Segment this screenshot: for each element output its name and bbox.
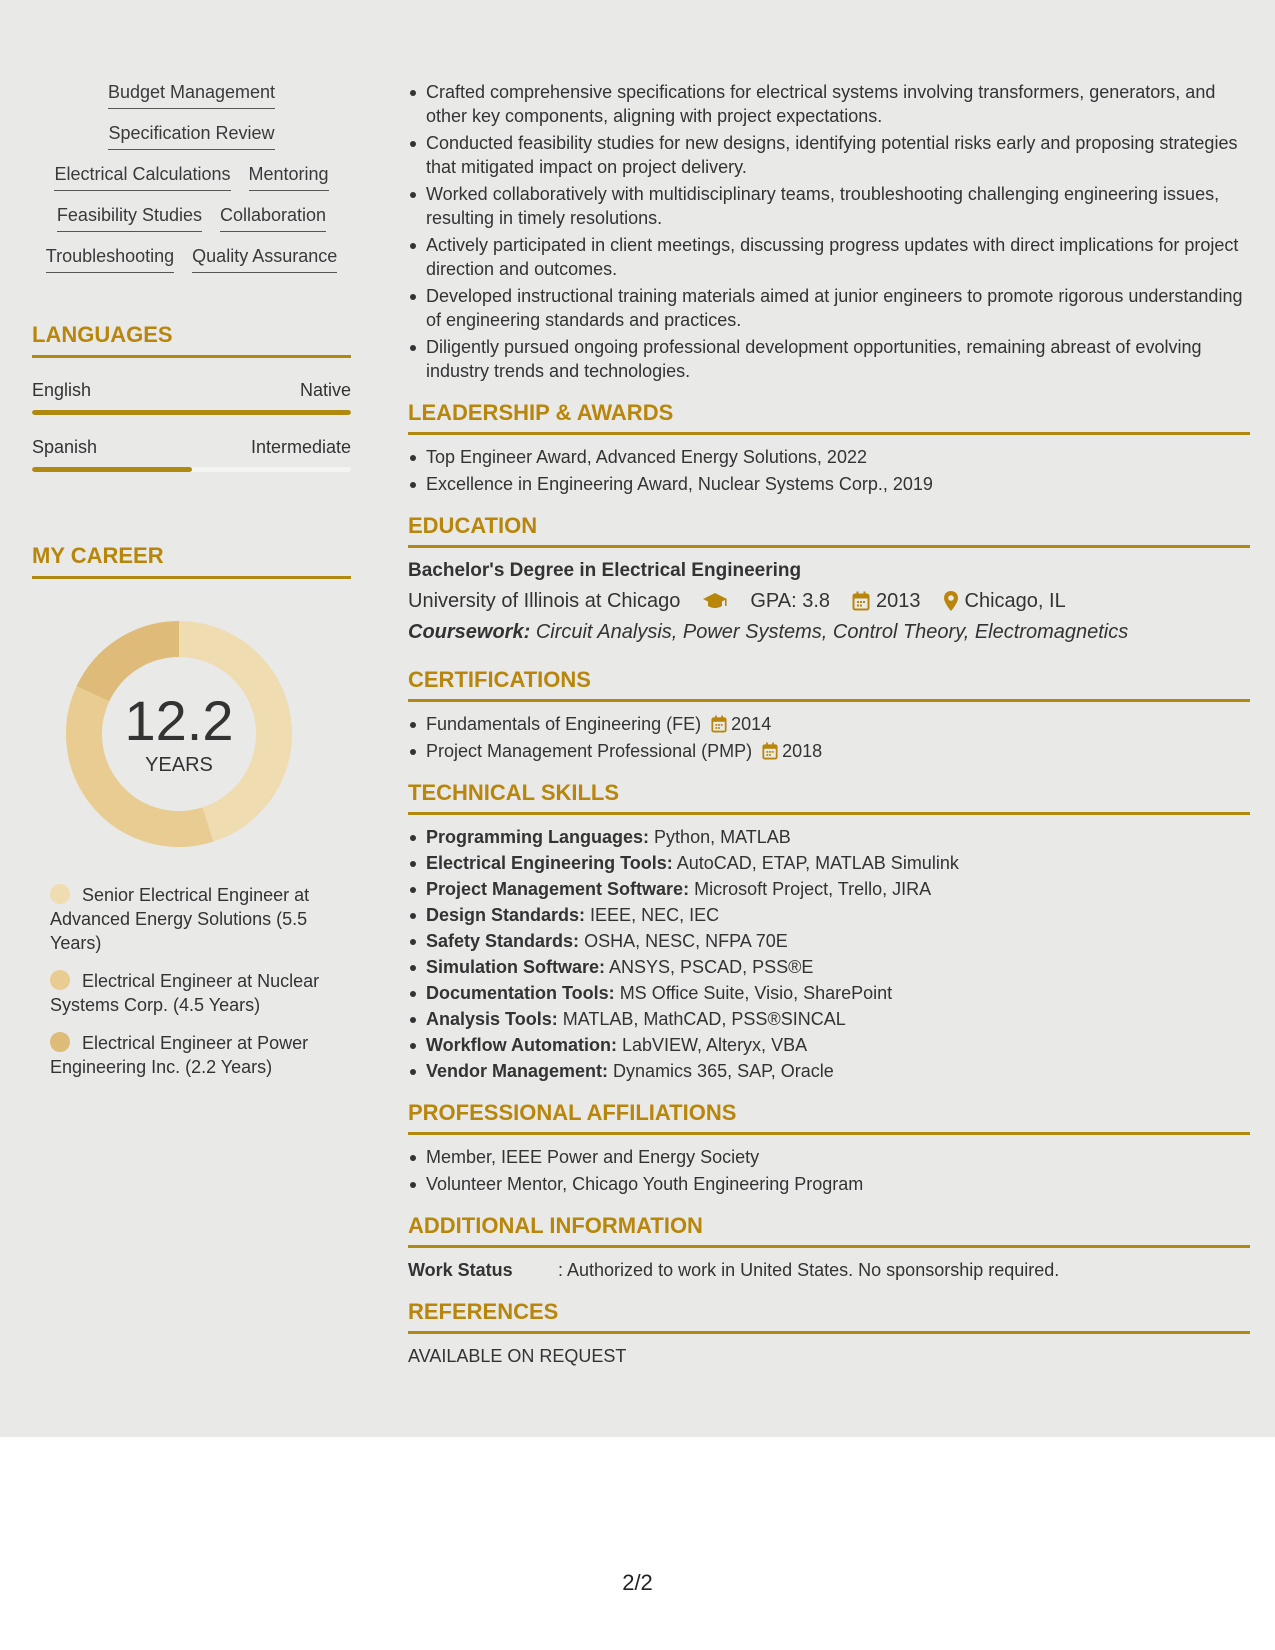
technical-skill-value: OSHA, NESC, NFPA 70E (584, 931, 788, 951)
technical-skill-label: Workflow Automation: (426, 1035, 617, 1055)
language-row (32, 378, 351, 402)
technical-skill-value: ANSYS, PSCAD, PSS®E (609, 957, 814, 977)
language-name: Spanish (32, 437, 98, 457)
skill-tag: Feasibility Studies (57, 203, 202, 232)
certifications-list (408, 712, 1250, 763)
certifications-heading: CERTIFICATIONS (408, 666, 1250, 702)
calendar-icon (762, 742, 778, 760)
skills-tags (32, 80, 351, 273)
technical-skill-item (408, 1059, 1250, 1083)
education-details (408, 587, 1250, 615)
coursework-label: Coursework: (408, 621, 531, 643)
right-column (408, 80, 1250, 1368)
language-level: Native (299, 380, 351, 400)
affiliation-item: Volunteer Mentor, Chicago Youth Engineering Program (408, 1172, 1250, 1196)
graduation-year: 2013 (876, 590, 921, 612)
award-item: Top Engineer Award, Advanced Energy Solutions, 2022 (408, 445, 1250, 469)
additional-info-heading: ADDITIONAL INFORMATION (408, 1212, 1250, 1248)
experience-bullet: Developed instructional training materials aimed at junior engineers to promote rigorous understanding of engineering standards and practices. (408, 284, 1250, 332)
left-column (32, 80, 351, 1093)
technical-skill-value: MS Office Suite, Visio, SharePoint (619, 983, 893, 1003)
technical-skill-item (408, 955, 1250, 979)
career-legend-item (50, 969, 320, 1017)
skill-tag: Mentoring (249, 162, 329, 191)
skill-tag: Budget Management (108, 80, 275, 109)
language-proficiency-bar (32, 410, 351, 415)
technical-skill-value: MATLAB, MathCAD, PSS®SINCAL (562, 1009, 846, 1029)
career-donut-chart (66, 621, 292, 847)
certification-item (408, 712, 1250, 736)
affiliations-list (408, 1145, 1250, 1196)
career-legend (50, 883, 320, 1079)
school-name: University of Illinois at Chicago (408, 590, 681, 612)
location-pin-icon (943, 590, 959, 612)
technical-skill-label: Simulation Software: (426, 957, 606, 977)
certification-name: Fundamentals of Engineering (FE) (426, 714, 702, 734)
awards-list (408, 445, 1250, 496)
skill-row (108, 121, 274, 150)
experience-bullet: Crafted comprehensive specifications for electrical systems involving transformers, generators, and other key components, aligning with project expectations. (408, 80, 1250, 128)
language-name: English (32, 380, 92, 400)
experience-bullet: Conducted feasibility studies for new designs, identifying potential risks early and proposing strategies that mitigated impact on project delivery. (408, 131, 1250, 179)
technical-skill-item (408, 903, 1250, 927)
languages-list (32, 378, 351, 472)
skill-row (57, 203, 326, 232)
experience-bullets (408, 80, 1250, 383)
references-text: AVAILABLE ON REQUEST (408, 1346, 627, 1366)
technical-skill-item (408, 981, 1250, 1005)
technical-skill-item (408, 929, 1250, 953)
technical-skill-value: Microsoft Project, Trello, JIRA (694, 879, 932, 899)
skill-tag: Electrical Calculations (54, 162, 230, 191)
page-number: 2/2 (622, 1570, 653, 1595)
certification-year: 2014 (731, 714, 772, 734)
affiliation-item: Member, IEEE Power and Energy Society (408, 1145, 1250, 1169)
career-legend-item (50, 1031, 320, 1079)
language-proficiency-fill (32, 410, 351, 415)
experience-bullet: Worked collaboratively with multidisciplinary teams, troubleshooting challenging engineering issues, resulting in timely resolutions. (408, 182, 1250, 230)
career-legend-label: Electrical Engineer at Nuclear Systems Corp. (4.5 Years) (50, 971, 320, 1015)
affiliations-heading: PROFESSIONAL AFFILIATIONS (408, 1099, 1250, 1135)
work-status-label: Work Status (408, 1260, 513, 1280)
technical-skill-label: Design Standards: (426, 905, 586, 925)
certification-name: Project Management Professional (PMP) (426, 741, 753, 761)
technical-skill-label: Project Management Software: (426, 879, 690, 899)
career-legend-item (50, 883, 320, 955)
technical-skill-value: Python, MATLAB (654, 827, 791, 847)
language-proficiency-fill (32, 467, 192, 472)
certification-item (408, 739, 1250, 763)
work-status-row (408, 1258, 1250, 1282)
technical-skill-item (408, 825, 1250, 849)
awards-heading: LEADERSHIP & AWARDS (408, 399, 1250, 435)
references-heading: REFERENCES (408, 1298, 1250, 1334)
calendar-icon (711, 715, 727, 733)
language-row (32, 435, 351, 459)
career-heading: MY CAREER (32, 542, 351, 579)
skill-tag: Troubleshooting (46, 244, 174, 273)
skill-tag: Quality Assurance (192, 244, 337, 273)
skill-tag: Collaboration (220, 203, 326, 232)
skill-tag: Specification Review (108, 121, 274, 150)
coursework (408, 618, 1250, 646)
coursework-list: Circuit Analysis, Power Systems, Control Theory, Electromagnetics (535, 621, 1129, 643)
award-item: Excellence in Engineering Award, Nuclear Systems Corp., 2019 (408, 472, 1250, 496)
career-legend-label: Electrical Engineer at Power Engineering Inc. (2.2 Years) (50, 1033, 309, 1077)
technical-skill-item (408, 877, 1250, 901)
graduation-cap-icon (702, 591, 728, 611)
degree-title: Bachelor's Degree in Electrical Engineering (408, 560, 802, 581)
technical-skill-item (408, 1033, 1250, 1057)
skill-row (108, 80, 275, 109)
language-proficiency-bar (32, 467, 351, 472)
technical-skill-label: Electrical Engineering Tools: (426, 853, 673, 873)
skill-row (54, 162, 328, 191)
calendar-icon (852, 591, 870, 611)
certification-year: 2018 (782, 741, 823, 761)
experience-bullet: Actively participated in client meetings, discussing progress updates with direct implications for project direction and outcomes. (408, 233, 1250, 281)
technical-skill-label: Vendor Management: (426, 1061, 609, 1081)
career-years-unit: YEARS (145, 754, 213, 776)
languages-heading: LANGUAGES (32, 321, 351, 358)
legend-dot (50, 970, 70, 990)
experience-bullet: Diligently pursued ongoing professional development opportunities, remaining abreast of evolving industry trends and technologies. (408, 335, 1250, 383)
legend-dot (50, 1032, 70, 1052)
technical-skill-value: LabVIEW, Alteryx, VBA (622, 1035, 808, 1055)
school-location: Chicago, IL (964, 590, 1066, 612)
gpa: GPA: 3.8 (750, 590, 831, 612)
work-status-value: : Authorized to work in United States. No sponsorship required. (558, 1260, 1060, 1280)
technical-skills-list (408, 825, 1250, 1083)
technical-skill-value: Dynamics 365, SAP, Oracle (613, 1061, 834, 1081)
technical-skill-item (408, 1007, 1250, 1031)
technical-skill-label: Programming Languages: (426, 827, 650, 847)
technical-skill-label: Documentation Tools: (426, 983, 615, 1003)
career-legend-label: Senior Electrical Engineer at Advanced Energy Solutions (5.5 Years) (50, 885, 310, 953)
language-level: Intermediate (250, 437, 351, 457)
education-heading: EDUCATION (408, 512, 1250, 548)
technical-skill-value: AutoCAD, ETAP, MATLAB Simulink (676, 853, 959, 873)
technical-skill-value: IEEE, NEC, IEC (590, 905, 720, 925)
legend-dot (50, 884, 70, 904)
skill-row (46, 244, 338, 273)
career-total-years: 12.2 (124, 689, 234, 752)
technical-skills-heading: TECHNICAL SKILLS (408, 779, 1250, 815)
technical-skill-label: Analysis Tools: (426, 1009, 558, 1029)
technical-skill-item (408, 851, 1250, 875)
technical-skill-label: Safety Standards: (426, 931, 580, 951)
